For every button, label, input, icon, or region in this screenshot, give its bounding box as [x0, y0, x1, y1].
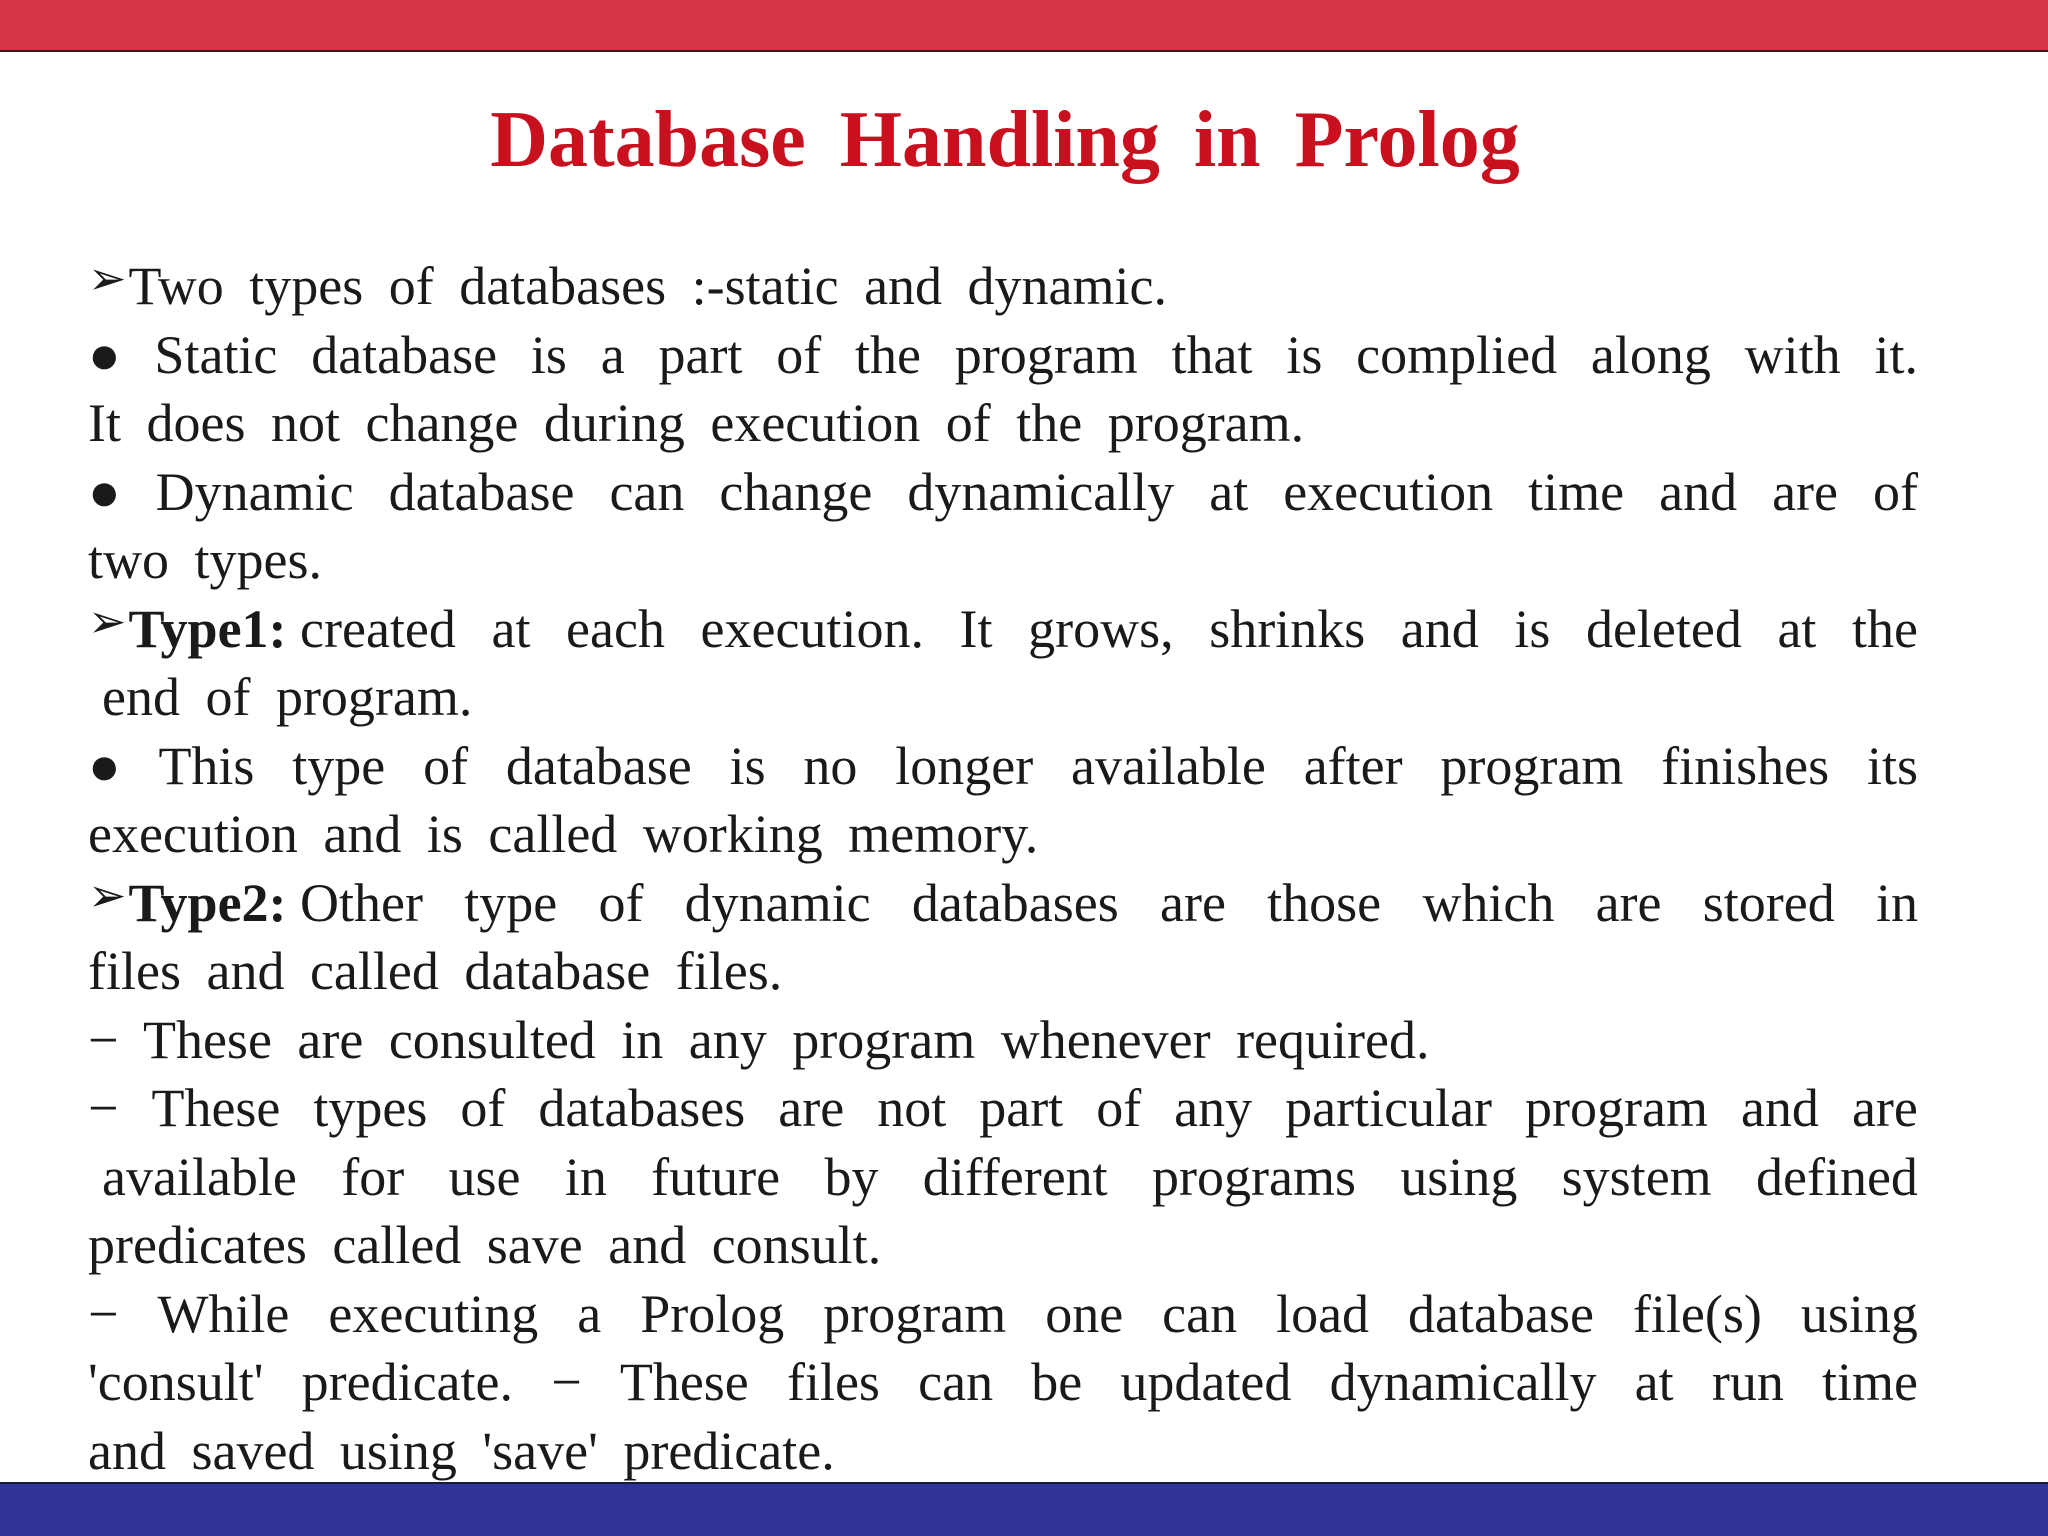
line-word: one — [1045, 1283, 1124, 1344]
line-word: deleted — [1585, 598, 1742, 659]
arrow-bullet-icon: ➢ — [88, 251, 127, 305]
line-word: database — [505, 735, 692, 796]
line-word: it. — [1874, 324, 1918, 385]
line-word: execution. — [700, 598, 924, 659]
body-line — [88, 1280, 1918, 1349]
line-word: in — [1875, 872, 1918, 933]
body-line — [88, 526, 1918, 595]
line-word: dynamically — [1329, 1352, 1597, 1412]
line-word: Dynamic — [155, 461, 354, 522]
line-word: updated — [1120, 1352, 1292, 1412]
line-word: longer — [895, 735, 1034, 796]
line-word: program — [1525, 1078, 1708, 1138]
line-word: part — [658, 324, 743, 385]
line-word: the — [1852, 598, 1918, 659]
line-word: shrinks — [1209, 598, 1366, 659]
line-word: − — [551, 1352, 582, 1412]
line-word: stored — [1702, 872, 1835, 933]
body-line — [88, 1211, 1918, 1280]
line-word: dynamic — [684, 872, 871, 933]
line-word: types — [313, 1078, 428, 1138]
line-word: a — [577, 1283, 602, 1344]
line-word: using — [1400, 1146, 1518, 1207]
body-line — [88, 800, 1918, 869]
line-word: are — [1772, 461, 1839, 522]
line-word: defined — [1756, 1146, 1918, 1207]
line-word: Static — [154, 324, 278, 385]
line-word: of — [423, 735, 469, 796]
line-lead-word: ➢Type2: Other — [88, 869, 423, 938]
line-word: system — [1561, 1146, 1712, 1207]
line-word: programs — [1152, 1146, 1356, 1207]
line-word: particular — [1285, 1078, 1493, 1138]
line-word: the — [855, 324, 921, 385]
line-lead-word: − — [88, 1078, 119, 1138]
line-word: database — [388, 461, 575, 522]
top-accent-bar — [0, 0, 2048, 52]
line-word: These — [151, 1078, 281, 1138]
line-word: database — [1408, 1283, 1594, 1344]
slide-title: Database Handling in Prolog — [490, 96, 1520, 184]
line-word: in — [564, 1146, 607, 1207]
line-lead-word: ● — [88, 461, 121, 522]
line-word: file(s) — [1632, 1283, 1762, 1344]
line-word: available — [1070, 735, 1266, 796]
line-word: It — [959, 598, 993, 659]
line-text: end of program. — [102, 667, 473, 727]
line-word: its — [1866, 735, 1918, 796]
line-word: different — [922, 1146, 1108, 1207]
arrow-bullet-icon: ➢ — [88, 867, 127, 922]
line-text: Two types of databases :-static and dynamic. — [128, 256, 1167, 316]
body-line — [88, 389, 1918, 458]
line-word: is — [729, 735, 766, 796]
body-line — [88, 1006, 1918, 1075]
line-word: While — [157, 1283, 290, 1344]
line-word: any — [1174, 1078, 1253, 1138]
body-line — [88, 869, 1918, 938]
line-word: complied — [1356, 324, 1558, 385]
line-word: execution — [1283, 461, 1494, 522]
line-word: for — [341, 1146, 405, 1207]
body-line — [88, 1143, 1918, 1212]
line-lead-word: ● — [88, 735, 121, 796]
line-word: no — [803, 735, 858, 796]
line-word: files — [786, 1352, 880, 1412]
line-word: not — [877, 1078, 947, 1138]
line-word: Prolog — [640, 1283, 785, 1344]
line-word: by — [824, 1146, 879, 1207]
line-text: and saved using 'save' predicate. — [88, 1420, 835, 1481]
line-word: a — [600, 324, 625, 385]
slide-body — [88, 252, 1918, 1485]
line-word: and — [1659, 461, 1738, 522]
line-word: are — [1595, 872, 1662, 933]
line-word: databases — [911, 872, 1119, 933]
line-word: those — [1267, 872, 1382, 933]
line-word: and — [1740, 1078, 1819, 1138]
line-word: run — [1711, 1352, 1784, 1412]
line-word: with — [1744, 324, 1841, 385]
line-word: of — [1096, 1078, 1142, 1138]
line-word: are — [778, 1078, 845, 1138]
line-text: predicates called save and consult. — [88, 1215, 882, 1275]
line-word: of — [598, 872, 644, 933]
arrow-bullet-icon: ➢ — [88, 593, 127, 648]
line-word: can — [609, 461, 685, 522]
line-word: at — [491, 598, 531, 659]
body-line — [88, 937, 1918, 1006]
line-word: is — [530, 324, 567, 385]
line-word: This — [158, 735, 255, 796]
line-text: It does not change during execution of the program. — [88, 393, 1305, 453]
line-word: at — [1209, 461, 1249, 522]
line-word: program — [1440, 735, 1624, 796]
line-word: finishes — [1661, 735, 1830, 796]
line-lead-word: 'consult' — [88, 1352, 264, 1412]
line-word: along — [1590, 324, 1711, 385]
line-word: program — [823, 1283, 1007, 1344]
bottom-accent-bar — [0, 1482, 2048, 1536]
line-word: of — [460, 1078, 506, 1138]
line-word: load — [1276, 1283, 1370, 1344]
line-word: of — [776, 324, 822, 385]
line-word: databases — [538, 1078, 746, 1138]
line-word: using — [1800, 1283, 1918, 1344]
line-word: can — [918, 1352, 994, 1412]
line-word: after — [1303, 735, 1403, 796]
body-line — [88, 252, 1918, 321]
body-line — [88, 732, 1918, 801]
body-line — [88, 663, 1918, 732]
line-word: is — [1286, 324, 1323, 385]
line-word: and — [1400, 598, 1479, 659]
line-word: that — [1171, 324, 1253, 385]
line-text: files and called database files. — [88, 941, 783, 1001]
line-word: which — [1422, 872, 1555, 933]
line-word: type — [292, 735, 386, 796]
line-lead-word: − — [88, 1283, 119, 1344]
line-lead-word: ➢Type1: created — [88, 595, 456, 664]
line-word: future — [651, 1146, 781, 1207]
line-text: two types. — [88, 530, 322, 590]
line-word: are — [1160, 872, 1226, 933]
body-line — [88, 1074, 1918, 1143]
line-word: time — [1528, 461, 1625, 522]
line-word: is — [1514, 598, 1551, 659]
line-word: grows, — [1028, 598, 1174, 659]
line-word: can — [1162, 1283, 1238, 1344]
line-word: time — [1822, 1352, 1918, 1412]
line-word: at — [1777, 598, 1817, 659]
line-word: dynamically — [907, 461, 1175, 522]
line-word: executing — [328, 1283, 539, 1344]
line-word: program — [954, 324, 1138, 385]
line-word: type — [464, 872, 558, 933]
line-word: at — [1634, 1352, 1674, 1412]
line-word: be — [1031, 1352, 1083, 1412]
line-lead-word: available — [102, 1146, 297, 1207]
line-word: of — [1873, 461, 1918, 522]
line-word: each — [566, 598, 665, 659]
line-word: are — [1851, 1078, 1918, 1138]
line-text: execution and is called working memory. — [88, 804, 1039, 864]
line-word: predicate. — [301, 1352, 513, 1412]
line-word: use — [448, 1146, 521, 1207]
body-line — [88, 1348, 1918, 1417]
body-line — [88, 321, 1918, 390]
body-line — [88, 1417, 1918, 1486]
line-word: database — [311, 324, 498, 385]
line-word: part — [979, 1078, 1064, 1138]
body-line — [88, 458, 1918, 527]
line-text: − These are consulted in any program whenever required. — [88, 1009, 1430, 1070]
line-word: change — [719, 461, 873, 522]
type-label: Type1: — [128, 598, 287, 659]
line-word: These — [619, 1352, 749, 1412]
body-line — [88, 595, 1918, 664]
type-label: Type2: — [128, 872, 287, 933]
line-lead-word: ● — [88, 324, 121, 385]
